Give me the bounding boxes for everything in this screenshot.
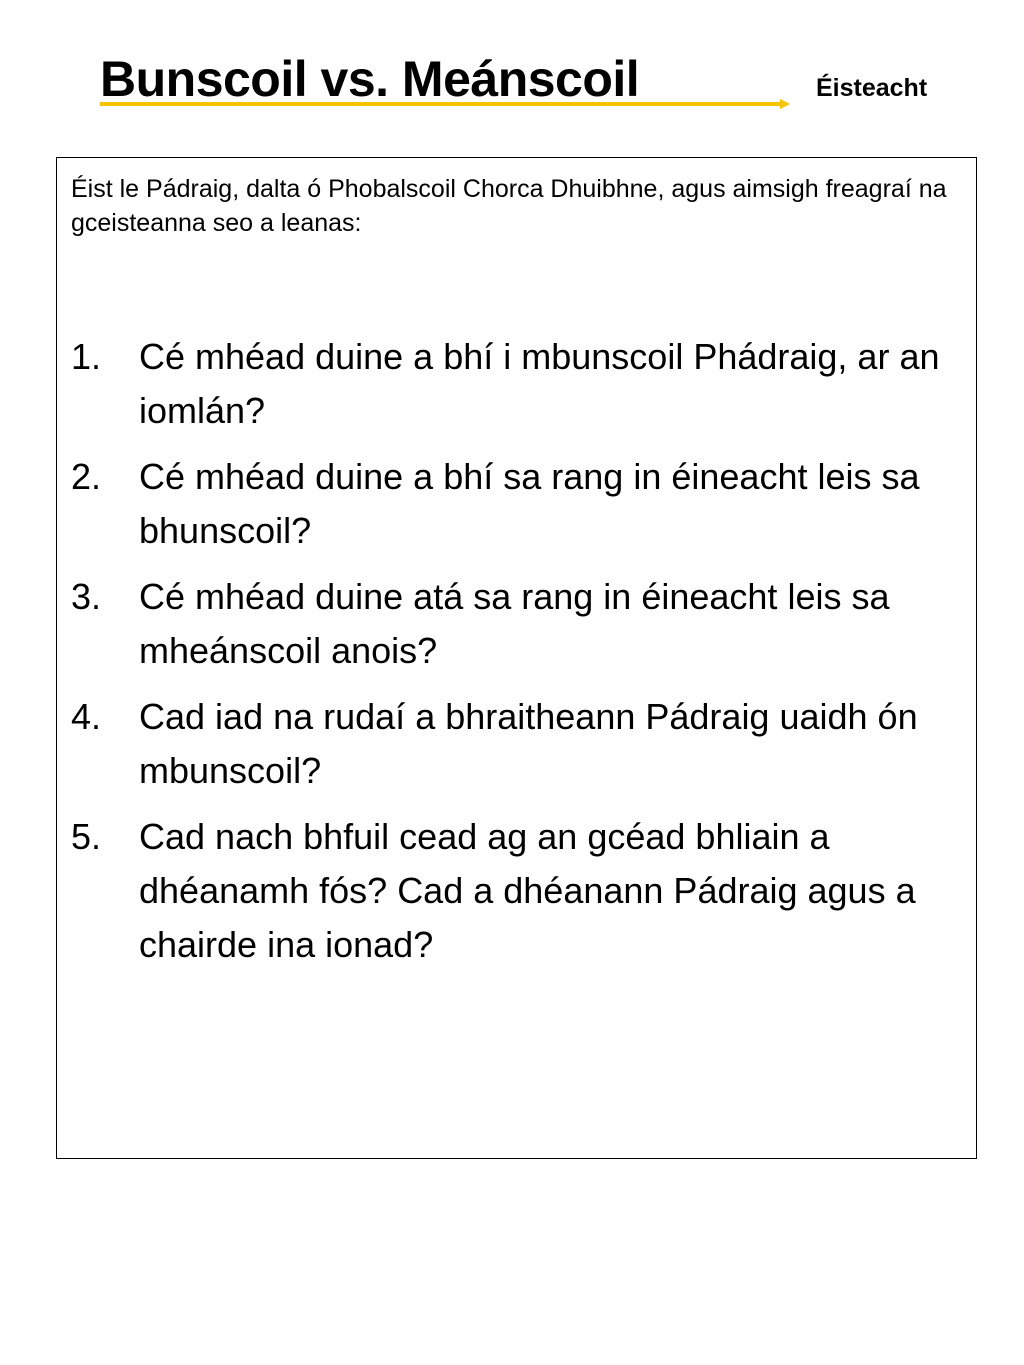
question-number: 3. bbox=[71, 576, 102, 617]
section-label: Éisteacht bbox=[816, 74, 928, 102]
intro-text: Éist le Pádraig, dalta ó Phobalscoil Chorca Dhuibhne, agus aimsigh freagraí na gceisteanna seo a leanas: bbox=[71, 175, 947, 237]
question-number: 1. bbox=[71, 336, 102, 377]
question-item bbox=[71, 810, 961, 972]
question-text: Cé mhéad duine a bhí sa rang in éineacht leis sa bhunscoil? bbox=[139, 456, 920, 551]
question-text: Cad iad na rudaí a bhraitheann Pádraig uaidh ón mbunscoil? bbox=[139, 696, 918, 791]
question-number: 4. bbox=[71, 696, 102, 737]
arrow-underline-icon bbox=[100, 96, 790, 112]
question-number: 2. bbox=[71, 456, 102, 497]
question-number: 5. bbox=[71, 816, 102, 857]
question-item bbox=[71, 690, 961, 798]
question-panel bbox=[56, 157, 977, 1159]
question-text: Cad nach bhfuil cead ag an gcéad bhliain a dhéanamh fós? Cad a dhéanann Pádraig agus a chairde ina ionad? bbox=[139, 816, 916, 965]
question-text: Cé mhéad duine a bhí i mbunscoil Phádraig, ar an iomlán? bbox=[139, 336, 940, 431]
question-list bbox=[71, 330, 961, 984]
question-item bbox=[71, 330, 961, 438]
page-title: Bunscoil vs. Meánscoil bbox=[100, 51, 640, 107]
question-text: Cé mhéad duine atá sa rang in éineacht leis sa mheánscoil anois? bbox=[139, 576, 890, 671]
question-item bbox=[71, 570, 961, 678]
question-item bbox=[71, 450, 961, 558]
